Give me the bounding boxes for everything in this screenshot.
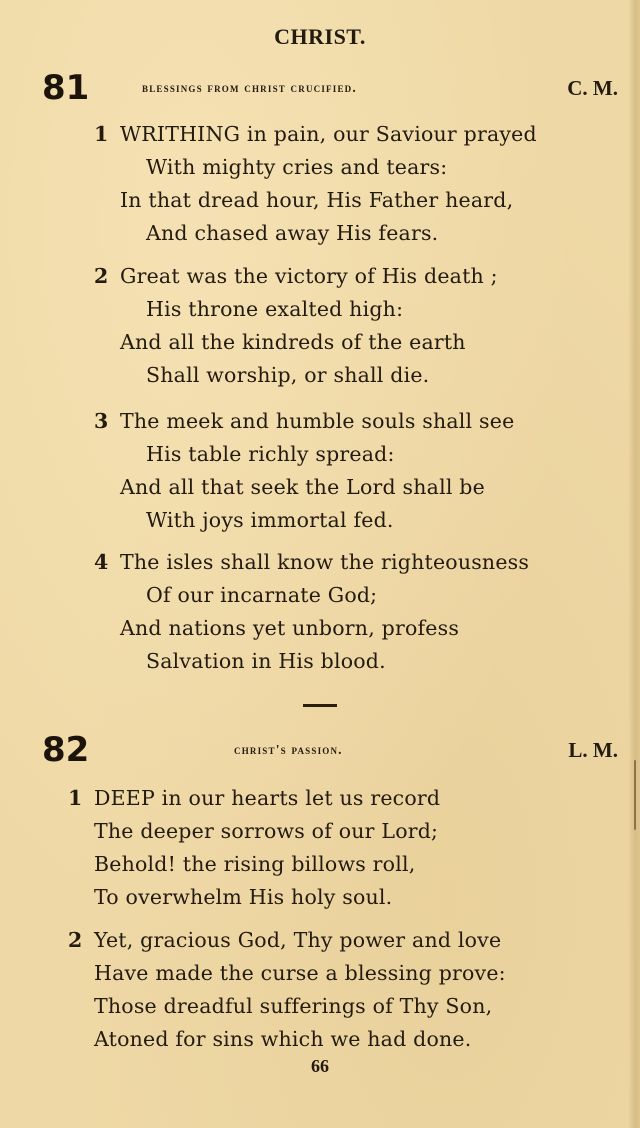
stanza-number: 1 [94, 122, 109, 146]
page-number: 66 [311, 1056, 329, 1076]
verse-line: Yet, gracious God, Thy power and love [94, 928, 502, 952]
hymn-title: blessings from christ crucified. [142, 80, 357, 95]
verse-line: Great was the victory of His death ; [120, 264, 498, 288]
verse-line: And all the kindreds of the earth [120, 330, 466, 354]
hymn-meter: C. M. [567, 76, 618, 100]
verse-line: The isles shall know the righteousness [120, 550, 530, 574]
hymn-82-header [0, 730, 640, 770]
hymn-meter: L. M. [568, 738, 618, 762]
verse-line: And all that seek the Lord shall be [120, 475, 485, 499]
verse-line: His table richly spread: [146, 442, 395, 466]
running-head: CHRIST. [274, 24, 366, 49]
verse-line: Salvation in His blood. [146, 649, 386, 673]
verse-line: With mighty cries and tears: [146, 155, 448, 179]
section-divider [303, 704, 337, 707]
stanza-number: 2 [94, 264, 109, 288]
stanza-number: 2 [68, 928, 83, 952]
page-edge-shadow [628, 0, 640, 1128]
hymn-number: 82 [42, 730, 90, 770]
verse-line: Atoned for sins which we had done. [94, 1027, 472, 1051]
verse-line: Those dreadful sufferings of Thy Son, [94, 994, 493, 1018]
verse-line: With joys immortal fed. [146, 508, 394, 532]
verse-line: Have made the curse a blessing prove: [94, 961, 506, 985]
verse-line: The meek and humble souls shall see [120, 409, 515, 433]
stanza-number: 3 [94, 409, 109, 433]
stanza-number: 4 [94, 550, 109, 574]
verse-line: Of our incarnate God; [146, 583, 378, 607]
verse-line: The deeper sorrows of our Lord; [94, 819, 439, 843]
verse-line: Behold! the rising billows roll, [94, 852, 416, 876]
verse-line: DEEP in our hearts let us record [94, 786, 441, 810]
verse-line: In that dread hour, His Father heard, [120, 188, 514, 212]
page-edge-mark [634, 760, 636, 830]
hymn-title: christ's passion. [234, 742, 343, 757]
verse-line: And chased away His fears. [146, 221, 439, 245]
hymn-81-header [0, 68, 640, 108]
verse-line: His throne exalted high: [146, 297, 404, 321]
verse-line: Shall worship, or shall die. [146, 363, 430, 387]
stanza-number: 1 [68, 786, 83, 810]
verse-line: And nations yet unborn, profess [120, 616, 460, 640]
verse-line: To overwhelm His holy soul. [94, 885, 393, 909]
hymn-number: 81 [42, 68, 90, 108]
verse-line: WRITHING in pain, our Saviour prayed [120, 122, 537, 146]
